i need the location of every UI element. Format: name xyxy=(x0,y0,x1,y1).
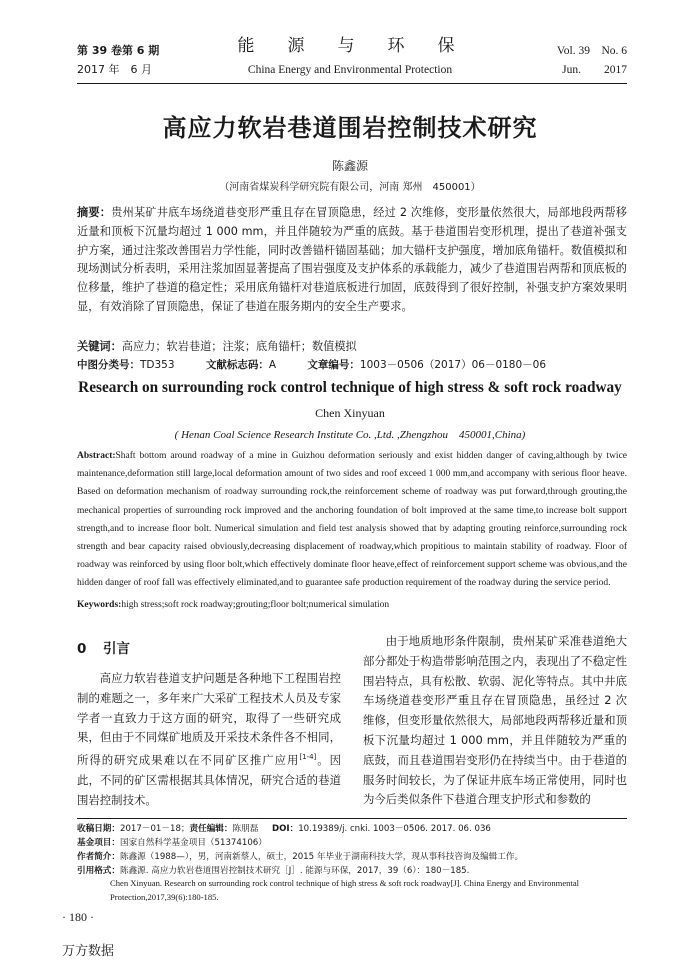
author-bio-label: 作者简介： xyxy=(77,852,120,862)
editor-value: 陈朋磊 xyxy=(232,824,259,834)
abstract-zh xyxy=(77,204,627,317)
received-value: 2017－01－18； xyxy=(119,824,190,834)
clc-label: 中图分类号： xyxy=(77,359,140,371)
citation-ref[interactable]: [1-4] xyxy=(299,753,317,762)
footnote-citation-en: Chen Xinyuan. Research on surrounding rock control technique of high stress & soft rock roadway[J]. China Energy and Environmental Protection,2017,39(6):180-185. xyxy=(110,878,580,902)
cite-zh-value: 陈鑫源. 高应力软岩巷道围岩控制技术研究［J］. 能源与环保，2017，39（6）：180－185. xyxy=(119,866,470,876)
abstract-en xyxy=(77,447,627,593)
section-heading xyxy=(77,640,341,658)
header-volume-zh: 第 39 卷第 6 期 xyxy=(77,44,160,57)
author-en: Chen Xinyuan xyxy=(315,406,385,420)
fund-label: 基金项目： xyxy=(77,838,120,848)
author-zh: 陈鑫源 xyxy=(331,159,368,173)
header-journal-en: China Energy and Environmental Protection xyxy=(247,64,453,76)
title-zh: 高应力软岩巷道围岩控制技术研究 xyxy=(162,114,538,142)
received-label: 收稿日期： xyxy=(77,824,120,834)
body-paragraph-text: 高应力软岩巷道支护问题是各种地下工程围岩控制的难题之一，多年来广大采矿工程技术人员及专家学者一直致力于这方面的研究，取得了一些研究成果，但由于不同煤矿地质及开采技术条件各不相同，所得的研究成果难以在不同矿区推广应用 xyxy=(77,671,341,767)
section-number: 0 xyxy=(77,641,87,657)
header-date-en: Jun. 2017 xyxy=(562,64,627,76)
keywords-en-text: high stress;soft rock roadway;grouting;floor bolt;numerical simulation xyxy=(121,600,390,610)
body-paragraph xyxy=(77,669,341,810)
page-number: · 180 · xyxy=(62,910,94,924)
keywords-zh-label: 关键词： xyxy=(77,340,122,353)
header-divider xyxy=(77,83,627,84)
abstract-zh-text: 贵州某矿井底车场绕道巷变形严重且存在冒顶隐患，经过 2 次维修，变形量依然很大，局部地段两帮移近量和顶板下沉量均超过 1 000 mm，并且伴随较为严重的底鼓。基于巷道围岩变形机理，提出了巷道补强支护方案，通过注浆改善围岩力学性能，同时改善锚杆锚固基础；加大锚杆支护强度，增加底角锚杆。数值模拟和现场测试分析表明，采用注浆加固显著提高了围岩强度及支护体系的承载能力，减少了巷道围岩两帮和顶底板的位移量，维护了巷道的稳定性；采用底角锚杆对巷道底板进行加固，底鼓得到了很好控制，补强支护方案效果明显，有效消除了冒顶隐患，保证了巷道在服务期内的安全生产要求。 xyxy=(77,206,627,313)
title-en: Research on surrounding rock control technique of high stress & soft rock roadway xyxy=(78,379,622,396)
footnote-divider xyxy=(77,818,627,819)
header-journal-zh: 能 源 与 环 保 xyxy=(237,36,463,56)
keywords-zh xyxy=(77,338,627,354)
section-title: 引言 xyxy=(103,641,130,657)
keywords-en-label: Keywords: xyxy=(77,600,122,610)
footnote-fund xyxy=(77,836,627,850)
abstract-zh-label: 摘要： xyxy=(77,206,112,219)
header-date-zh: 2017 年 6 月 xyxy=(77,63,152,76)
watermark: 万方数据 xyxy=(62,944,115,959)
keywords-zh-text: 高应力；软岩巷道；注浆；底角锚杆；数值模拟 xyxy=(121,340,357,353)
editor-label: 责任编辑： xyxy=(189,824,233,834)
doc-code-value: A xyxy=(268,359,277,371)
cite-label: 引用格式： xyxy=(77,866,120,876)
author-bio-value: 陈鑫源（1988—），男，河南新蔡人，硕士，2015 年毕业于湖南科技大学，现从事科技咨询及编辑工作。 xyxy=(119,852,524,862)
keywords-en xyxy=(77,600,627,610)
article-no-label: 文章编号： xyxy=(307,359,360,371)
body-paragraph: 由于地质地形条件限制，贵州某矿采准巷道绝大部分都处于构造带影响范围之内，表现出了不稳定性围岩特点，具有松散、软弱、泥化等特点。其中井底车场绕道巷变形严重且存在冒顶隐患，虽经过 2 次维修，但变形量依然很大，局部地段两帮移近量和顶板下沉量均超过 1 000 mm，并且伴随较为严重的底鼓，而且巷道围岩变形仍在持续当中。由于巷道的服务时间较长，为了保证井底车场正常使用，同时也为今后类似条件下巷道合理支护形式和参数的 xyxy=(363,634,627,807)
footnote-received xyxy=(77,822,627,836)
abstract-en-label: Abstract: xyxy=(77,451,116,461)
body-column-right xyxy=(363,632,627,810)
doi-label: DOI： xyxy=(271,824,299,834)
abstract-en-text: Shaft bottom around roadway of a mine in Guizhou deformation seriously and exist hidden danger of caving,although by twice maintenance,deformation still large,local deformation amount of two sides and roof exceed 1 000 mm,and accompany with serious floor heave. Based on deformation mechanism of roadway surrounding rock,the reinforcement scheme of roadway was put forward,through grouting,the mechanical properties of surrounding rock improved and the anchoring foundation of bolt improved at the same time,to increase bolt support strength,and to increase floor bolt. Numerical simulation and field test analysis showed that by adapting grouting reinforce,surrounding rock strength and bear capacity raised obviously,decreasing displacement of roadway,which propitious to maintain stability of roadway. Floor of roadway was reinforced by using floor bolt,which effectively dominate floor heave,effect of reinforcement support scheme was obvious,and the hidden danger of roof fall was effectively eliminated,and to guarantee safe production requirement of the roadway during the service period. xyxy=(77,451,627,589)
affiliation-en: ( Henan Coal Science Research Institute Co. ,Ltd. ,Zhengzhou 450001,China) xyxy=(174,429,526,441)
classification-row xyxy=(77,357,627,372)
footnote-author xyxy=(77,850,627,864)
body-column-left xyxy=(77,632,341,810)
body-paragraph-text-end: 。因此，不同的矿区需根据其具体情况，研究合适的巷道围岩控制技术。 xyxy=(77,752,341,807)
affiliation-zh: （河南省煤炭科学研究院有限公司，河南 郑州 450001） xyxy=(219,182,481,193)
fund-value: 国家自然科学基金项目（51374106） xyxy=(119,838,267,848)
doi-value[interactable]: 10.19389/j. cnki. 1003－0506. 2017. 06. 036 xyxy=(298,824,491,834)
doc-code-label: 文献标志码： xyxy=(205,359,269,371)
article-no-value: 1003－0506（2017）06－0180－06 xyxy=(359,359,547,371)
clc-value: TD353 xyxy=(140,359,175,371)
header-volume-en: Vol. 39 No. 6 xyxy=(556,45,627,57)
